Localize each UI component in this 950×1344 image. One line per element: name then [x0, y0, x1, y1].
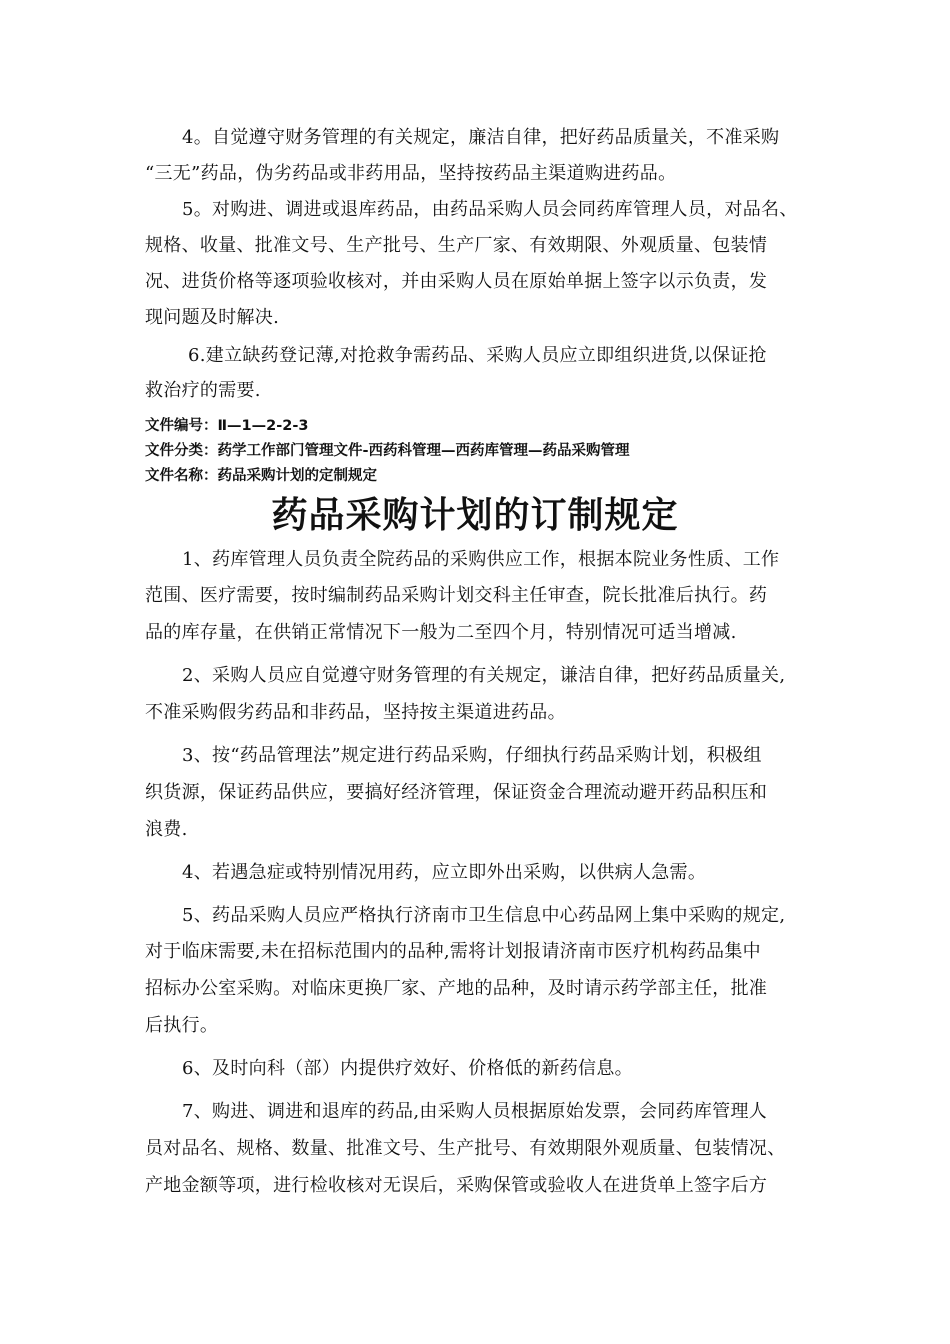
- paragraph-line: 6.建立缺药登记薄,对抢救争需药品、采购人员应立即组织进货,以保证抢: [188, 345, 767, 366]
- paragraph-line: 2、采购人员应自觉遵守财务管理的有关规定，谦洁自律，把好药品质量关,: [182, 665, 786, 686]
- paragraph-line: 规格、收量、批准文号、生产批号、生产厂家、有效期限、外观质量、包装情: [145, 235, 768, 256]
- file-name: 文件名称：药品采购计划的定制规定: [145, 468, 377, 484]
- paragraph-line: 产地金额等项，进行检收核对无误后，采购保管或验收人在进货单上签字后方: [145, 1175, 768, 1196]
- paragraph-line: 不准采购假劣药品和非药品，坚持按主渠道进药品。: [145, 702, 566, 723]
- paragraph-line: 招标办公室采购。对临床更换厂家、产地的品种，及时请示药学部主任，批准: [145, 978, 768, 999]
- paragraph-line: 后执行。: [145, 1015, 219, 1036]
- paragraph-line: 对于临床需要,未在招标范围内的品种,需将计划报请济南市医疗机构药品集中: [145, 941, 761, 962]
- document-title: 药品采购计划的订制规定: [271, 495, 679, 536]
- paragraph-line: 救治疗的需要.: [145, 380, 261, 401]
- paragraph-line: 7、购进、调进和退库的药品,由采购人员根据原始发票，会同药库管理人: [182, 1101, 768, 1122]
- paragraph-line: 现问题及时解决.: [145, 307, 280, 328]
- paragraph-line: 范围、医疗需要，按时编制药品采购计划交科主任审查，院长批准后执行。药: [145, 585, 768, 606]
- file-category: 文件分类：药学工作部门管理文件-西药科管理—西药库管理—药品采购管理: [145, 443, 630, 459]
- paragraph-line: 织货源，保证药品供应，要搞好经济管理，保证资金合理流动避开药品积压和: [145, 782, 768, 803]
- paragraph-line: 3、按“药品管理法”规定进行药品采购，仔细执行药品采购计划，积极组: [182, 745, 762, 766]
- paragraph-line: 1、药库管理人员负责全院药品的采购供应工作，根据本院业务性质、工作: [182, 549, 780, 570]
- paragraph-line: 6、及时向科（部）内提供疗效好、价格低的新药信息。: [182, 1058, 633, 1079]
- paragraph-line: 4、若遇急症或特别情况用药，应立即外出采购，以供病人急需。: [182, 862, 707, 883]
- paragraph-line: 员对品名、规格、数量、批准文号、生产批号、有效期限外观质量、包装情况、: [145, 1138, 786, 1159]
- paragraph-line: 4。自觉遵守财务管理的有关规定，廉洁自律，把好药品质量关，不准采购: [182, 127, 780, 148]
- paragraph-line: “三无”药品，伪劣药品或非药用品，坚持按药品主渠道购进药品。: [145, 163, 677, 184]
- paragraph-line: 品的库存量，在供销正常情况下一般为二至四个月，特别情况可适当增减.: [145, 622, 737, 643]
- file-number: 文件编号：Ⅱ—1—2-2-3: [145, 418, 309, 434]
- paragraph-line: 浪费.: [145, 819, 188, 840]
- paragraph-line: 况、进货价格等逐项验收核对，并由采购人员在原始单据上签字以示负责，发: [145, 271, 768, 292]
- paragraph-line: 5、药品采购人员应严格执行济南市卫生信息中心药品网上集中采购的规定,: [182, 905, 786, 926]
- paragraph-line: 5。对购进、调进或退库药品，由药品采购人员会同药库管理人员，对品名、: [182, 199, 798, 220]
